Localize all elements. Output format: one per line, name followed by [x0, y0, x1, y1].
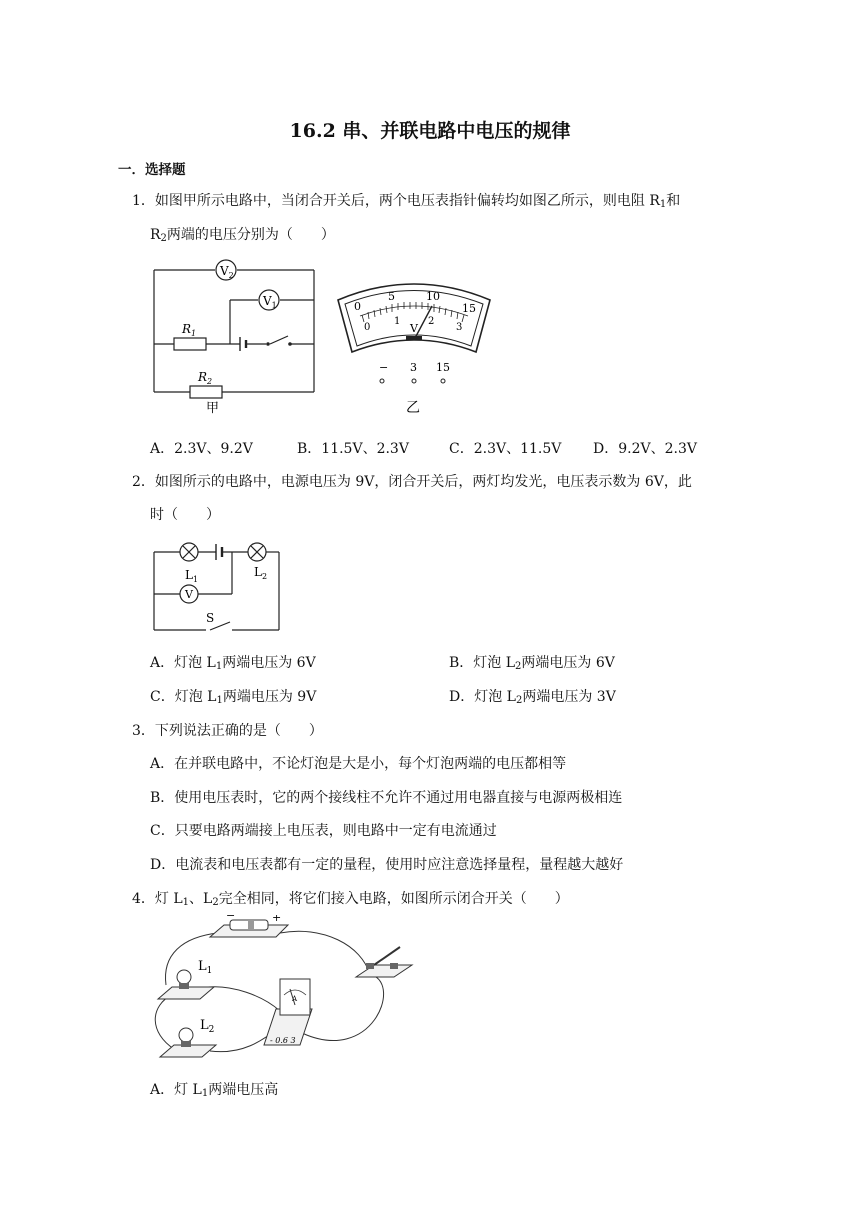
q2-option-c[interactable]: C．灯泡 $L_1$两端电压为 9V	[150, 689, 317, 706]
page-title: 16.2 串、并联电路中电压的规律	[289, 120, 571, 142]
figure-caption-jia: 甲	[206, 401, 220, 416]
q2-figure	[150, 538, 285, 636]
terminal-15	[441, 379, 445, 383]
ammeter-scale-label: - 0.6 3	[270, 1036, 296, 1045]
terminal-3	[412, 379, 416, 383]
scale-bottom-0: 0	[364, 322, 371, 333]
switch-base	[356, 965, 412, 977]
q3-stem: 3．下列说法正确的是（ ）	[132, 723, 323, 739]
lamp-l2-bulb	[179, 1028, 193, 1042]
terminal-3-label: 3	[410, 361, 417, 374]
terminal-minus	[380, 379, 384, 383]
scale-top-5: 5	[388, 290, 395, 303]
section-heading: 一．选择题	[118, 162, 186, 178]
v1-label: $V_1$	[263, 294, 277, 310]
q1-option-b[interactable]: B．11.5V、2.3V	[297, 441, 409, 457]
r1-label: $R_1$	[182, 322, 197, 338]
scale-top-15: 15	[462, 302, 476, 315]
lamp-l1-bulb	[177, 970, 191, 984]
q2-option-b[interactable]: B．灯泡 $L_2$两端电压为 6V	[449, 655, 615, 672]
switch-contact-dot	[288, 342, 292, 346]
q2-stem-line1: 2．如图所示的电路中，电源电压为 9V，闭合开关后，两灯均发光，电压表示数为 6V，此	[132, 474, 692, 490]
scale-bottom-1: 1	[394, 316, 401, 327]
q4-figure	[152, 915, 414, 1070]
switch-lever	[374, 947, 400, 965]
v-label: V	[185, 588, 193, 601]
q3-option-c[interactable]: C．只要电路两端接上电压表，则电路中一定有电流通过	[150, 823, 497, 839]
q1-option-d[interactable]: D．9.2V、2.3V	[593, 441, 697, 457]
q1-stem-line1: 1．如图甲所示电路中，当闭合开关后，两个电压表指针偏转均如图乙所示，则电阻 $R_1$和	[132, 193, 681, 210]
q3-option-d[interactable]: D．电流表和电压表都有一定的量程，使用时应注意选择量程，量程越大越好	[150, 857, 624, 873]
l1-label: $L_1$	[198, 959, 213, 976]
r2-label: $R_2$	[198, 370, 213, 386]
q1-figure-yi-voltmeter	[332, 272, 496, 420]
ammeter-unit: A	[292, 995, 298, 1003]
q3-option-a[interactable]: A．在并联电路中，不论灯泡是大是小，每个灯泡两端的电压都相等	[150, 756, 567, 772]
q3-option-b[interactable]: B．使用电压表时，它的两个接线柱不允许不通过用电器直接与电源两极相连	[150, 790, 623, 806]
q2-option-d[interactable]: D．灯泡 $L_2$两端电压为 3V	[449, 689, 616, 706]
terminal-15-label: 15	[436, 361, 450, 374]
l2-label: $L_2$	[254, 565, 268, 581]
q1-figure-jia	[150, 254, 320, 416]
q4-stem: 4．灯 $L_1$、$L_2$完全相同，将它们接入电路，如图所示闭合开关（ ）	[132, 891, 569, 908]
switch-pivot-dot	[266, 342, 270, 346]
l2-label: $L_2$	[200, 1018, 215, 1035]
q1-stem-line2: $R_2$两端的电压分别为（ ）	[150, 227, 335, 244]
q1-option-a[interactable]: A．2.3V、9.2V	[150, 441, 253, 457]
s-label: S	[206, 611, 215, 625]
figure-caption-yi: 乙	[406, 400, 420, 416]
scale-top-10: 10	[426, 290, 440, 303]
q2-option-a[interactable]: A．灯泡 $L_1$两端电压为 6V	[150, 655, 316, 672]
meter-unit-v: V	[410, 322, 418, 335]
v2-label: $V_2$	[220, 264, 234, 280]
l1-label: $L_1$	[185, 568, 199, 584]
q1-option-c[interactable]: C．2.3V、11.5V	[449, 441, 562, 457]
battery-minus-label: −	[226, 915, 236, 922]
terminal-minus-label: −	[379, 361, 389, 374]
battery-plus-label: +	[272, 915, 282, 924]
q2-stem-line2: 时（ ）	[150, 507, 220, 523]
zero-adjust-screw	[406, 336, 422, 340]
scale-bottom-3: 3	[456, 322, 463, 333]
scale-top-0: 0	[354, 300, 361, 313]
scale-bottom-2: 2	[428, 316, 435, 327]
q4-option-a[interactable]: A．灯 $L_1$两端电压高	[150, 1082, 279, 1099]
